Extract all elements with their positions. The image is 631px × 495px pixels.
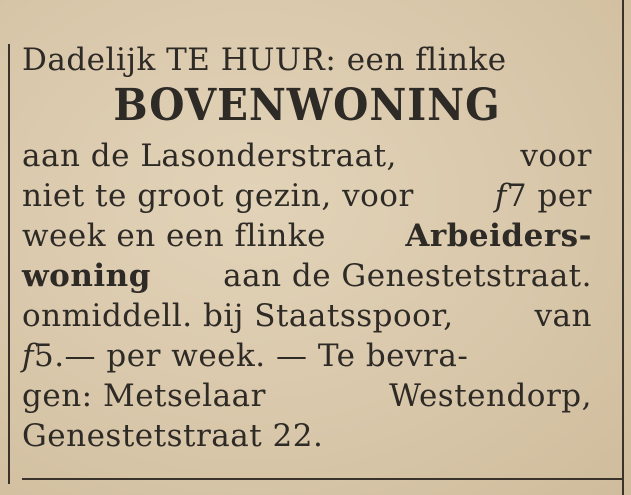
advert-headline: BOVENWONING: [113, 80, 501, 131]
advert-line-5-part-a: woning: [22, 258, 151, 294]
rental-advertisement: [22, 40, 592, 456]
advert-line-8: [22, 376, 592, 416]
advert-line-4-part-b: Arbeiders-: [405, 218, 592, 254]
advert-line-6-part-b: van: [534, 298, 592, 334]
advert-line-6: [22, 296, 592, 336]
bottom-rule: [22, 478, 622, 480]
advert-line-5-part-b: aan de Genestetstraat.: [223, 258, 592, 294]
advert-line-3-price: [495, 176, 592, 216]
guilder-sign: f: [494, 178, 507, 214]
left-column-rule: [8, 44, 10, 484]
advert-line-3-part-b: 7 per: [506, 178, 592, 214]
right-column-rule: [622, 0, 624, 495]
advert-line-7: [22, 336, 592, 376]
advert-line-5: [22, 256, 592, 296]
advert-line-3: [22, 176, 592, 216]
advert-line-4-part-a: week en een flinke: [22, 218, 326, 254]
advert-line-8-part-b: Westendorp,: [389, 378, 592, 414]
advert-line-2-part-a: aan de Lasonderstraat,: [22, 138, 397, 174]
advert-line-2-part-b: voor: [520, 138, 592, 174]
advert-line-6-part-a: onmiddell. bij Staatsspoor,: [22, 298, 454, 334]
advert-line-2: [22, 136, 592, 176]
advert-address-line: Genestetstraat 22.: [22, 418, 324, 454]
advert-line-8-part-a: gen: Metselaar: [22, 378, 266, 414]
advert-line-7-text: 5.— per week. — Te bevra-: [33, 338, 469, 374]
advert-intro-line: Dadelijk TE HUUR: een flinke: [22, 42, 507, 78]
advert-line-3-part-a: niet te groot gezin, voor: [22, 178, 414, 214]
guilder-sign: f: [22, 338, 34, 374]
advert-line-4: [22, 216, 592, 256]
